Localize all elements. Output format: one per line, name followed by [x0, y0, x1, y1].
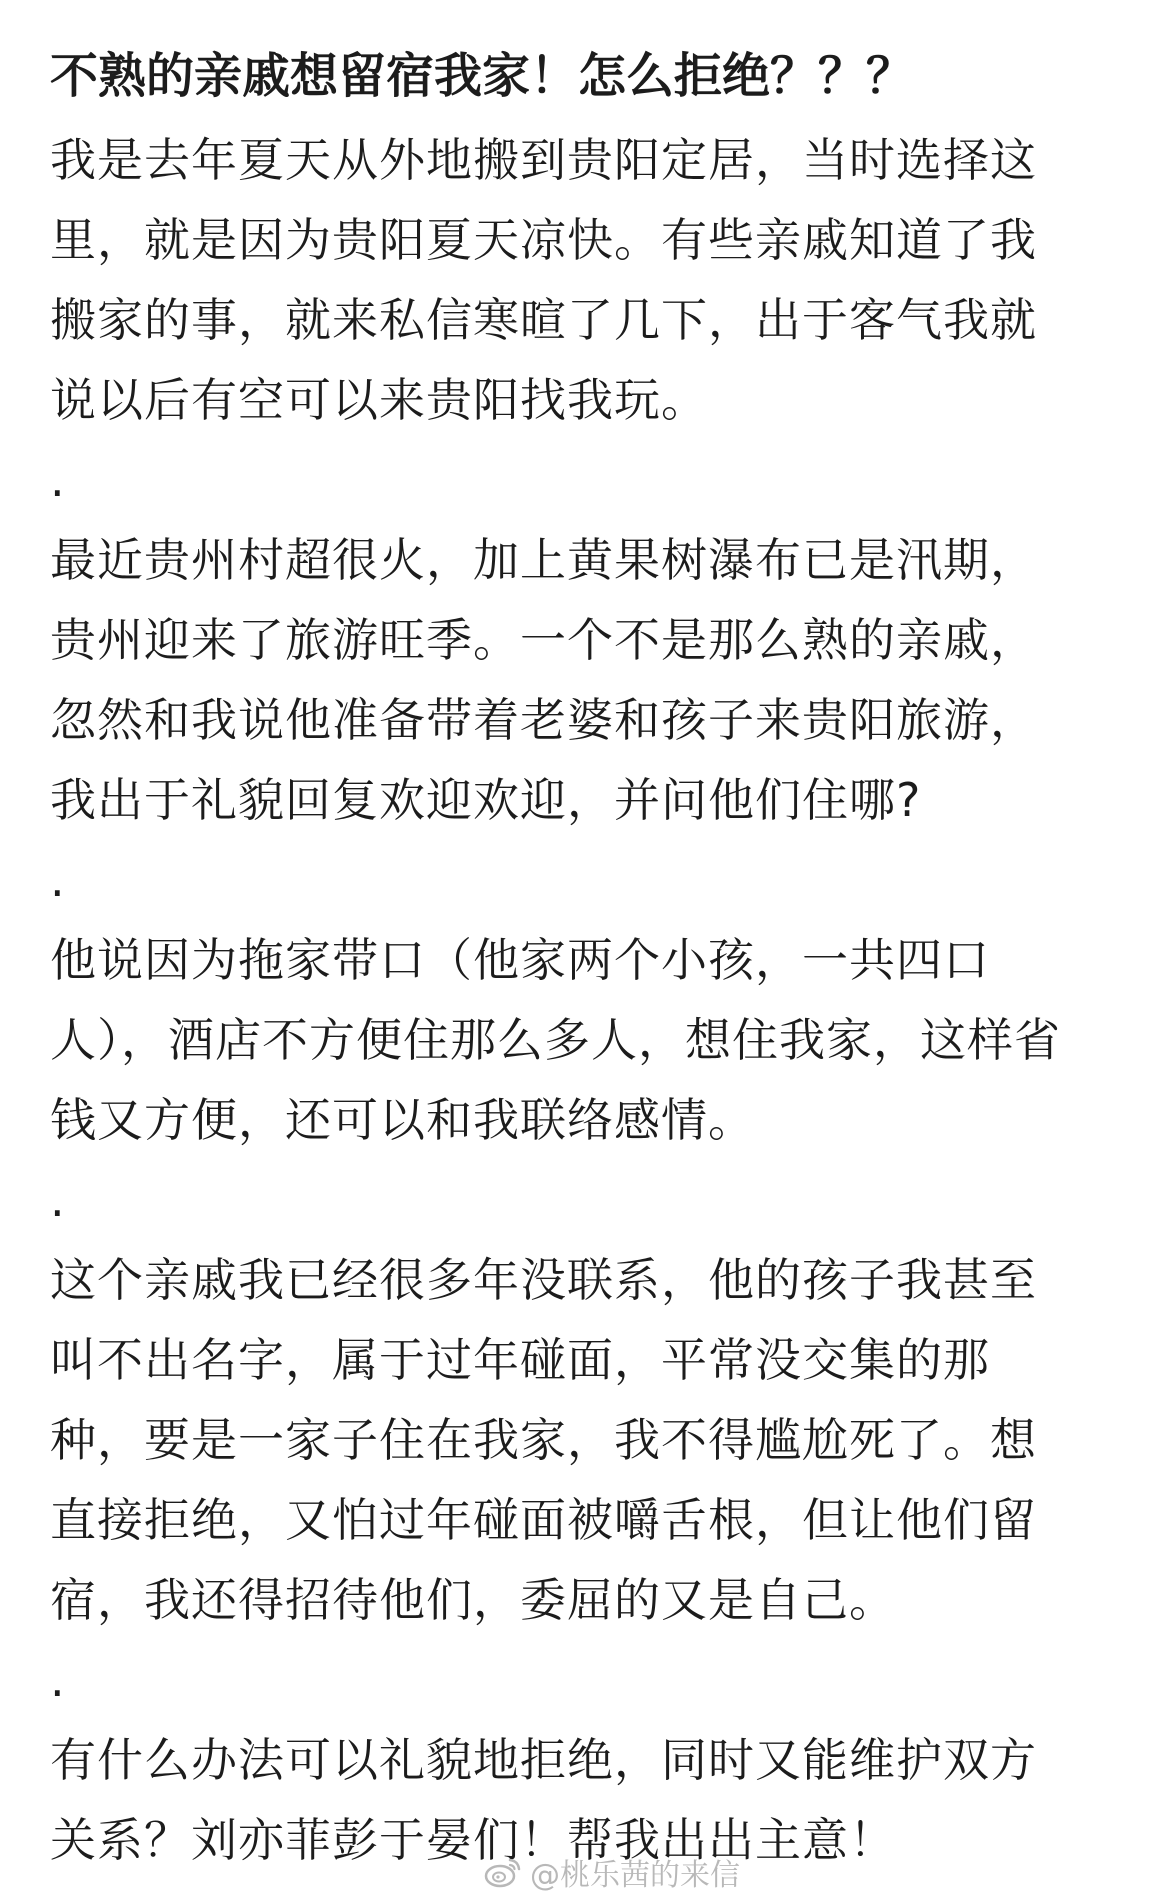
- paragraph-2: 最近贵州村超很火，加上黄果树瀑布已是汛期，贵州迎来了旅游旺季。一个不是那么熟的亲戚，忽然和我说他准备带着老婆和孩子来贵阳旅游，我出于礼貌回复欢迎欢迎，并问他们住哪?: [50, 533, 1037, 827]
- separator-dot: .: [50, 1173, 65, 1227]
- separator-dot: .: [50, 453, 65, 507]
- paragraph-5: 有什么办法可以礼貌地拒绝，同时又能维护双方关系？刘亦菲彭于晏们！帮我出出主意！: [50, 1733, 1037, 1867]
- separator-dot: .: [50, 853, 65, 907]
- paragraph-4: 这个亲戚我已经很多年没联系，他的孩子我甚至叫不出名字，属于过年碰面，平常没交集的那种，要是一家子住在我家，我不得尴尬死了。想直接拒绝，又怕过年碰面被嚼舌根，但让他们留宿，我还得招待他们，委屈的又是自己。: [50, 1253, 1037, 1627]
- weibo-logo-icon: [484, 1856, 522, 1888]
- separator-dot: .: [50, 1653, 65, 1707]
- paragraph-1: 我是去年夏天从外地搬到贵阳定居，当时选择这里，就是因为贵阳夏天凉快。有些亲戚知道了我搬家的事，就来私信寒暄了几下，出于客气我就说以后有空可以来贵阳找我玩。: [50, 133, 1037, 427]
- post-title: 不熟的亲戚想留宿我家！怎么拒绝？？？: [50, 48, 915, 104]
- post-body: [50, 36, 1080, 1880]
- paragraph-3: 他说因为拖家带口（他家两个小孩，一共四口人），酒店不方便住那么多人，想住我家，这样省钱又方便，还可以和我联络感情。: [50, 933, 1061, 1147]
- watermark-text: @桃乐茜的来信: [530, 1858, 740, 1893]
- watermark: [484, 1852, 740, 1892]
